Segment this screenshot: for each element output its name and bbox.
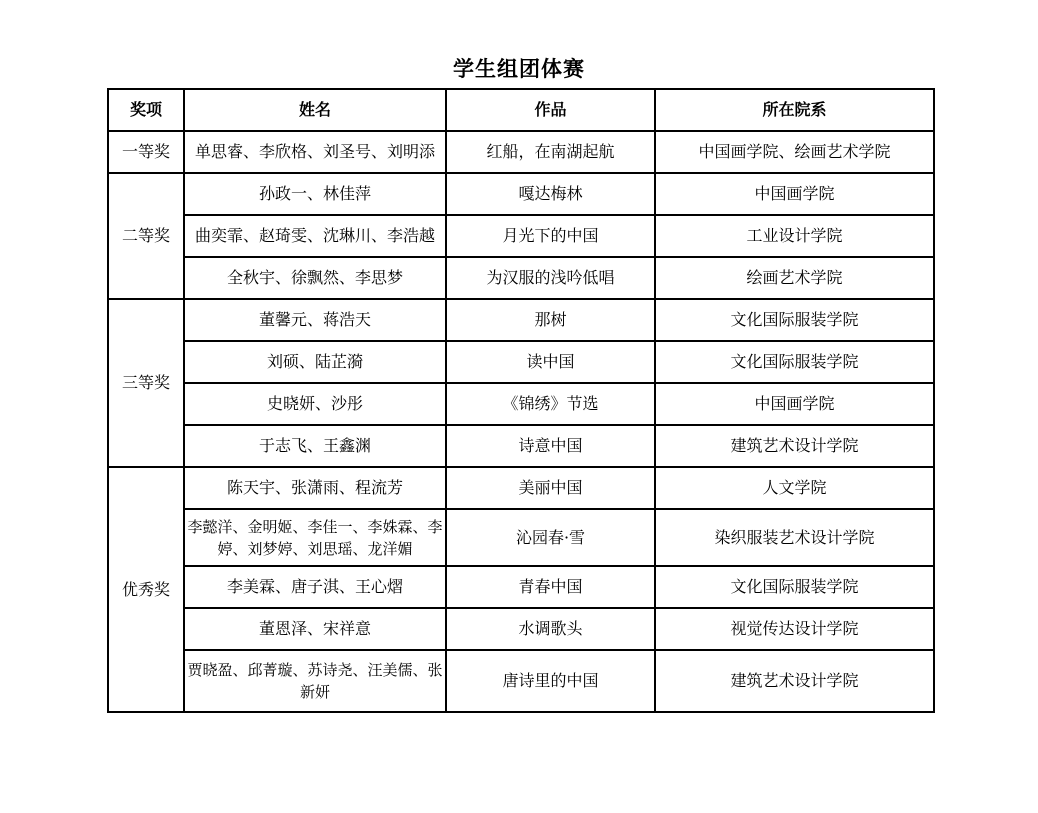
table-row: [108, 650, 934, 712]
table-row: [108, 509, 934, 566]
header-award: 奖项: [108, 89, 184, 131]
work-cell: 读中国: [446, 341, 655, 383]
table-row: [108, 341, 934, 383]
dept-cell: 染织服装艺术设计学院: [655, 509, 934, 566]
names-cell: 史晓妍、沙彤: [184, 383, 446, 425]
work-cell: 美丽中国: [446, 467, 655, 509]
header-row: [108, 89, 934, 131]
work-cell: 为汉服的浅吟低唱: [446, 257, 655, 299]
header-dept: 所在院系: [655, 89, 934, 131]
award-cell-third: 三等奖: [108, 299, 184, 467]
dept-cell: 视觉传达设计学院: [655, 608, 934, 650]
award-cell-honorable: 优秀奖: [108, 467, 184, 712]
page-title: 学生组团体赛: [453, 57, 585, 81]
names-cell: 全秋宇、徐飘然、李思梦: [184, 257, 446, 299]
table-row: [108, 215, 934, 257]
work-cell: 水调歌头: [446, 608, 655, 650]
header-names: 姓名: [184, 89, 446, 131]
names-cell: 刘硕、陆芷漪: [184, 341, 446, 383]
work-cell: 诗意中国: [446, 425, 655, 467]
dept-cell: 人文学院: [655, 467, 934, 509]
dept-cell: 文化国际服装学院: [655, 566, 934, 608]
names-cell: 李懿洋、金明姬、李佳一、李姝霖、李婷、刘梦婷、刘思瑶、龙洋媚: [184, 509, 446, 566]
dept-cell: 绘画艺术学院: [655, 257, 934, 299]
names-cell: 贾晓盈、邱菁璇、苏诗尧、汪美儒、张新妍: [184, 650, 446, 712]
header-work: 作品: [446, 89, 655, 131]
names-cell: 陈天宇、张潇雨、程流芳: [184, 467, 446, 509]
table-row: [108, 467, 934, 509]
dept-cell: 文化国际服装学院: [655, 341, 934, 383]
table-row: [108, 608, 934, 650]
table-row: [108, 299, 934, 341]
names-cell: 曲奕霏、赵琦雯、沈琳川、李浩越: [184, 215, 446, 257]
dept-cell: 中国画学院: [655, 383, 934, 425]
names-cell: 于志飞、王鑫渊: [184, 425, 446, 467]
awards-table: [107, 88, 935, 713]
work-cell: 月光下的中国: [446, 215, 655, 257]
table-row: [108, 257, 934, 299]
dept-cell: 文化国际服装学院: [655, 299, 934, 341]
names-cell: 董恩泽、宋祥意: [184, 608, 446, 650]
table-row: [108, 131, 934, 173]
names-cell: 李美霖、唐子淇、王心熠: [184, 566, 446, 608]
table-row: [108, 425, 934, 467]
table-row: [108, 173, 934, 215]
table-row: [108, 566, 934, 608]
dept-cell: 建筑艺术设计学院: [655, 425, 934, 467]
work-cell: 嘎达梅林: [446, 173, 655, 215]
work-cell: 唐诗里的中国: [446, 650, 655, 712]
work-cell: 《锦绣》节选: [446, 383, 655, 425]
work-cell: 红船，在南湖起航: [446, 131, 655, 173]
dept-cell: 建筑艺术设计学院: [655, 650, 934, 712]
names-cell: 董馨元、蒋浩天: [184, 299, 446, 341]
award-cell-first: 一等奖: [108, 131, 184, 173]
table-row: [108, 383, 934, 425]
dept-cell: 中国画学院、绘画艺术学院: [655, 131, 934, 173]
work-cell: 那树: [446, 299, 655, 341]
names-cell: 单思睿、李欣格、刘圣号、刘明添: [184, 131, 446, 173]
names-cell: 孙政一、林佳萍: [184, 173, 446, 215]
work-cell: 青春中国: [446, 566, 655, 608]
dept-cell: 中国画学院: [655, 173, 934, 215]
work-cell: 沁园春·雪: [446, 509, 655, 566]
dept-cell: 工业设计学院: [655, 215, 934, 257]
award-cell-second: 二等奖: [108, 173, 184, 299]
